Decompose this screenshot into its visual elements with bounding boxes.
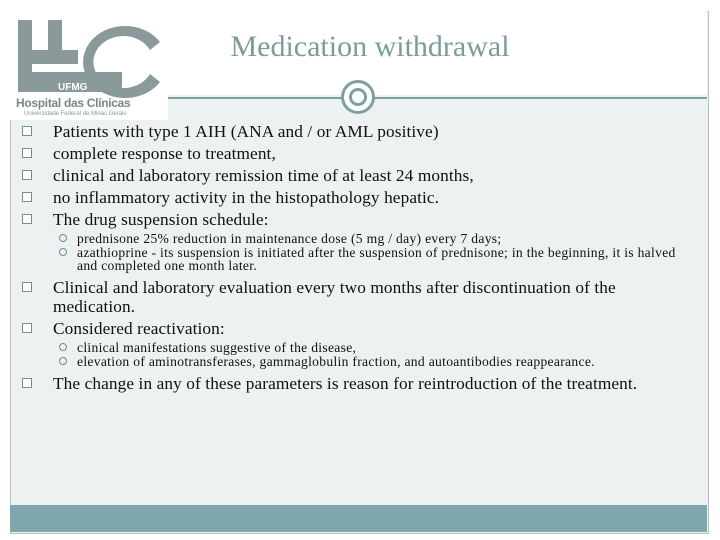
bullet-item: [22, 188, 692, 207]
square-bullet-icon: [22, 148, 32, 158]
sub-bullet-text: prednisone 25% reduction in maintenance dose (5 mg / day) every 7 days;: [77, 231, 502, 246]
bullet-item: [22, 166, 692, 185]
bullet-text: The change in any of these parameters is reason for reintroduction of the treatment.: [53, 374, 638, 393]
sub-bullet-item: [22, 246, 692, 272]
logo-ufmg: UFMG: [58, 82, 88, 93]
bullet-item: [22, 374, 692, 393]
slide-title: Medication withdrawal: [230, 30, 510, 63]
hospital-logo: [10, 12, 168, 120]
bullet-item: [22, 144, 692, 163]
bullet-text: no inflammatory activity in the histopathology hepatic.: [53, 188, 440, 207]
bullet-item: [22, 210, 692, 229]
square-bullet-icon: [22, 282, 32, 292]
footer-bar: [10, 505, 707, 532]
sub-bullet-text: azathioprine - its suspension is initiated after the suspension of prednisone; in the beginning, it is halved and completed one month later.: [77, 245, 676, 273]
square-bullet-icon: [22, 323, 32, 333]
bullet-text: The drug suspension schedule:: [53, 210, 269, 229]
sub-bullet-item: [22, 355, 692, 368]
square-bullet-icon: [22, 214, 32, 224]
bullet-text: Clinical and laboratory evaluation every two months after discontinuation of the medication.: [53, 278, 616, 316]
square-bullet-icon: [22, 192, 32, 202]
logo-tagline: Universidade Federal de Minas Gerais: [24, 111, 127, 117]
slide-content: [22, 122, 692, 396]
bullet-item: [22, 122, 692, 141]
bullet-text: complete response to treatment,: [53, 144, 276, 163]
sub-bullet-text: clinical manifestations suggestive of the disease,: [77, 340, 357, 355]
bullet-item: [22, 278, 692, 316]
bullet-text: clinical and laboratory remission time of at least 24 months,: [53, 166, 474, 185]
bullet-item: [22, 319, 692, 338]
circle-bullet-icon: [59, 248, 67, 256]
sub-bullet-item: [22, 232, 692, 245]
reactivation-subitems: [22, 341, 692, 368]
square-bullet-icon: [22, 378, 32, 388]
circle-bullet-icon: [59, 234, 67, 242]
bullet-text: Patients with type 1 AIH (ANA and / or AML positive): [53, 122, 439, 141]
square-bullet-icon: [22, 126, 32, 136]
circle-bullet-icon: [59, 343, 67, 351]
bullet-text: Considered reactivation:: [53, 319, 225, 338]
square-bullet-icon: [22, 170, 32, 180]
sub-bullet-text: elevation of aminotransferases, gammaglobulin fraction, and autoantibodies reappearance.: [77, 354, 595, 369]
circle-bullet-icon: [59, 357, 67, 365]
sub-bullet-item: [22, 341, 692, 354]
circle-ornament: [341, 80, 375, 114]
logo-hospital-name: Hospital das Clínicas: [16, 96, 131, 110]
schedule-subitems: [22, 232, 692, 272]
